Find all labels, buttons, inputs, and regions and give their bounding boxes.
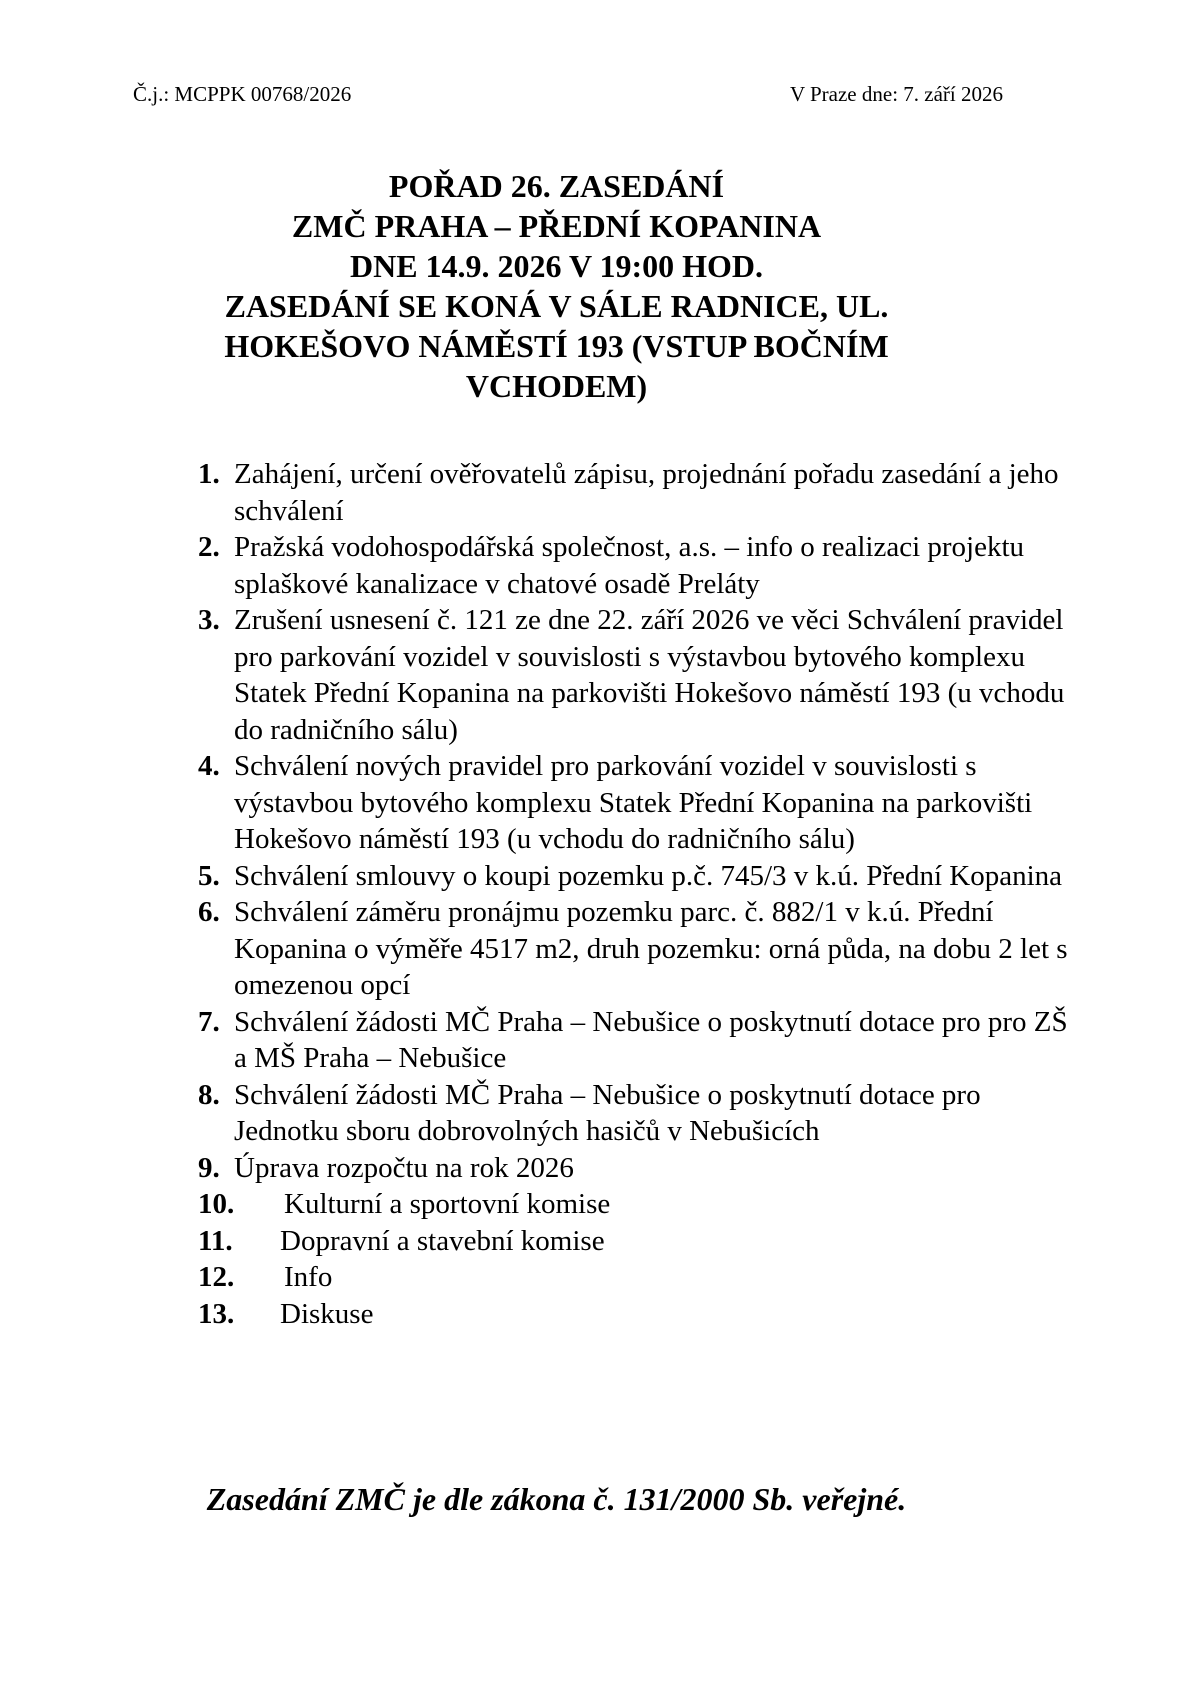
agenda-item-number: 3. [198,604,220,636]
agenda-item-text: Diskuse [280,1297,374,1330]
agenda-item-number: 4. [198,750,220,782]
agenda-item-text: Kulturní a sportovní komise [284,1188,611,1220]
public-meeting-notice: Zasedání ZMČ je dle zákona č. 131/2000 Sb. veřejné. [206,1481,907,1517]
agenda-item [198,1186,1078,1223]
agenda-item [198,1259,1078,1296]
agenda-item [198,529,1078,602]
agenda-item-number: 8. [198,1078,220,1111]
agenda-item-number: 7. [198,1005,220,1038]
agenda-item-number: 2. [198,531,220,563]
agenda-item-number: 11. [198,1224,233,1257]
title-line: VCHODEM) [465,368,648,404]
agenda-item-text: Schválení smlouvy o koupi pozemku p.č. 745/3 v k.ú. Přední Kopanina [234,859,1063,892]
agenda-item-text: Schválení nových pravidel pro parkování vozidel v souvislosti s výstavbou bytového komplexu Statek Přední Kopanina na parkovišti Hokešovo náměstí 193 (u vchodu do radničního sálu) [234,750,1033,855]
document-date: V Praze dne: 7. září 2026 [789,82,1003,106]
agenda-item-text: Úprava rozpočtu na rok 2026 [234,1151,574,1184]
agenda-item-number: 9. [198,1151,220,1184]
title-line: DNE 14.9. 2026 V 19:00 HOD. [349,248,764,284]
agenda-item-text: Info [284,1261,333,1293]
agenda-item-text: Pražská vodohospodářská společnost, a.s. – info o realizaci projektu splaškové kanalizace v chatové osadě Preláty [234,531,1025,600]
agenda-item [198,894,1078,1004]
agenda-item-text: Zahájení, určení ověřovatelů zápisu, projednání pořadu zasedání a jeho schválení [234,458,1059,527]
agenda-list [198,456,1078,1332]
agenda-item-text: Schválení žádosti MČ Praha – Nebušice o poskytnutí dotace pro pro ZŠ a MŠ Praha – Nebušice [234,1005,1068,1074]
agenda-item [198,602,1078,748]
agenda-item [198,1004,1078,1077]
title-line: ZASEDÁNÍ SE KONÁ V SÁLE RADNICE, UL. [224,288,889,324]
agenda-item [198,1223,1078,1260]
agenda-item-number: 6. [198,896,220,928]
agenda-item [198,748,1078,858]
agenda-item [198,456,1078,529]
title-line: POŘAD 26. ZASEDÁNÍ [388,168,725,204]
title-line: ZMČ PRAHA – PŘEDNÍ KOPANINA [291,208,822,244]
agenda-item-number: 5. [198,859,220,892]
agenda-item [198,1296,1078,1333]
agenda-item-text: Schválení záměru pronájmu pozemku parc. č. 882/1 v k.ú. Přední Kopanina o výměře 4517 m2, druh pozemku: orná půda, na dobu 2 let s omezenou opcí [234,896,1068,1001]
agenda-item-text: Dopravní a stavební komise [280,1224,605,1257]
agenda-item [198,1150,1078,1187]
agenda-item-number: 12. [198,1261,235,1293]
document-title [0,166,1113,406]
agenda-item-number: 1. [198,458,220,490]
agenda-item-text: Zrušení usnesení č. 121 ze dne 22. září 2026 ve věci Schválení pravidel pro parkování vozidel v souvislosti s výstavbou bytového komplexu Statek Přední Kopanina na parkovišti Hokešovo náměstí 193 (u vchodu do radničního sálu) [234,604,1065,746]
reference-number: Č.j.: MCPPK 00768/2026 [133,82,352,106]
title-line: HOKEŠOVO NÁMĚSTÍ 193 (VSTUP BOČNÍM [224,328,889,364]
agenda-item [198,1077,1078,1150]
agenda-item-text: Schválení žádosti MČ Praha – Nebušice o poskytnutí dotace pro Jednotku sboru dobrovolných hasičů v Nebušicích [234,1078,981,1147]
agenda-item [198,858,1078,895]
agenda-item-number: 13. [198,1297,235,1330]
agenda-item-number: 10. [198,1188,235,1220]
